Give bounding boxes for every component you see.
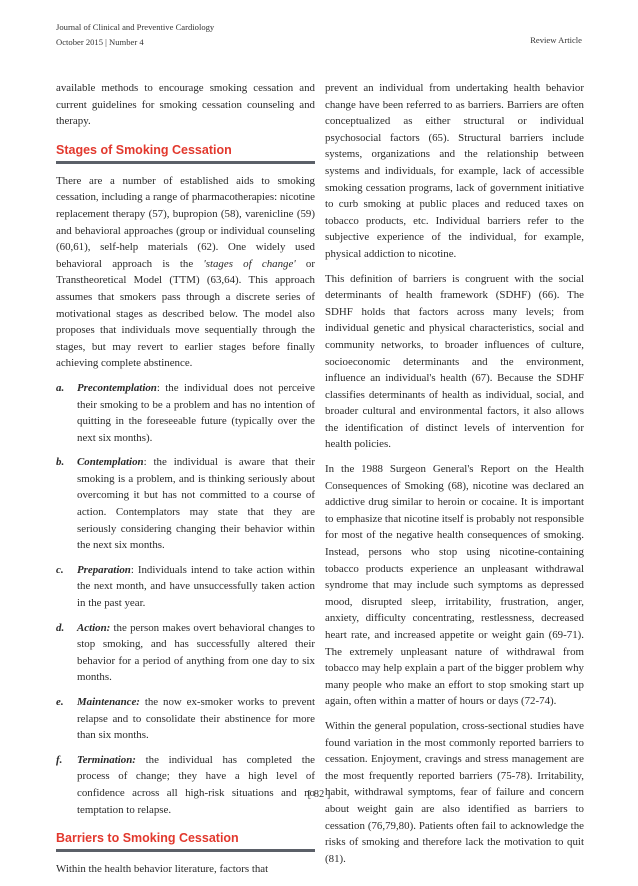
left-column	[56, 80, 315, 886]
article-type: Review Article	[530, 35, 582, 45]
list-item	[56, 752, 315, 818]
stage-description: the individual has completed the process of change; they have a high level of confidence across all high-risk situations and no temptation to relapse.	[77, 753, 315, 816]
text-run: In the 1988 Surgeon General's Report on the Health Consequences of Smoking (68), nicotine was declared an addictive drug similar to heroin or cocaine. It is important to emphasize that nicotine itself is probably not responsible for most of the negative health consequences of smoking. Instead, persons who stop using nicotine-containing tobacco products experience an unpleasant withdrawal syndrome that may include such symptoms as depressed mood, disrupted sleep, irritability, frustration, anger, anxiety, difficulty concentrating, restlessness, decreased heart rate, and increased appetite or weight gain (69-71). The extremely unpleasant nature of withdrawal from tobacco may help explain a part of the bigger problem why many people who make an effort to stop smoking start up again, often within a matter of hours or days (72-74).	[325, 463, 584, 708]
list-item	[56, 620, 315, 686]
list-label: e.	[56, 696, 64, 708]
paragraph	[325, 271, 584, 454]
list-text	[77, 380, 315, 446]
list-text	[77, 620, 315, 686]
journal-name: Journal of Clinical and Preventive Cardiology	[56, 22, 215, 32]
italic-text: 'stages of change'	[203, 257, 296, 270]
stage-term: Action:	[77, 621, 111, 634]
paragraph	[56, 861, 315, 878]
text-run: Within the health behavior literature, factors that	[56, 863, 269, 876]
stage-term: Precontemplation	[77, 381, 157, 394]
text-run: or Transtheoretical Model (TTM) (63,64). This approach assumes that smokers pass through a discrete series of motivational stages as described below. The model also proposes that individuals move sequentially through the stages, but may revert to earlier stages before finally achieving complete abstinence.	[56, 257, 315, 370]
list-item	[56, 380, 315, 446]
stage-term: Contemplation	[77, 456, 144, 469]
page-number: [ 82 ]	[307, 789, 331, 800]
text-run: prevent an individual from undertaking health behavior change have been referred to as barriers. Barriers are often conceptualized as either structural or individual psychosocial factors (65). Structural barriers include systems, organizations and the relationship between systems and individuals, for example, lack of accessible smoking cessation programs, lack of government initiative to curb smoking at public places and reduced taxes on tobacco products, etc. Individual barriers refer to the subjective experience of the individual, for example, physical addiction to nicotine.	[325, 82, 584, 260]
section-heading: Barriers to Smoking Cessation	[56, 830, 315, 852]
list-text	[77, 694, 315, 744]
section-heading: Stages of Smoking Cessation	[56, 142, 315, 164]
right-column	[325, 80, 584, 875]
stage-description: : the individual does not perceive their smoking to be a problem and has no intention of quitting in the foreseeable future (typically over the next six months).	[77, 381, 315, 444]
list-item	[56, 694, 315, 744]
paragraph	[325, 80, 584, 263]
stage-description: : the individual is aware that their smoking is a problem, and is thinking seriously about overcoming it but has not committed to a course of action. Contemplators may state that they are seriously considering changing their behavior within the next six months.	[77, 456, 315, 552]
paragraph	[325, 461, 584, 710]
list-label: a.	[56, 381, 65, 394]
text-run: There are a number of established aids to smoking cessation, including a range of pharmacotherapies: nicotine replacement therapy (57), bupropion (58), varenicline (59) and behavioral approaches (group or individual counseling (60,61), self-help materials (62). One widely used behavioral approach is the	[56, 174, 315, 270]
list-label: b.	[56, 456, 65, 469]
stage-term: Preparation	[77, 563, 131, 576]
list-text	[77, 454, 315, 554]
issue-info: October 2015 | Number 4	[56, 36, 144, 47]
list-text	[77, 562, 315, 612]
stage-term: Maintenance:	[77, 696, 140, 708]
list-item	[56, 454, 315, 554]
list-label: c.	[56, 563, 64, 576]
stage-term: Termination:	[77, 753, 136, 766]
paragraph	[56, 80, 315, 130]
paragraph	[56, 173, 315, 372]
running-header	[56, 20, 214, 49]
text-run: available methods to encourage smoking cessation and current guidelines for smoking cessation counseling and therapy.	[56, 82, 315, 128]
list-text	[77, 752, 315, 818]
text-run: Within the general population, cross-sectional studies have found variation in the most commonly reported barriers to cessation. Enjoyment, cravings and stress management are the most frequently reported barriers (75-78). Irritability, habit, withdrawal symptoms, fear of failure and concern about weight gain are also identified as barriers to cessation (76,79,80). Patients often fail to acknowledge the risks of smoking and therefore lack the motivation to quit (81).	[325, 719, 584, 865]
list-item	[56, 562, 315, 612]
stage-description: the now ex-smoker works to prevent relapse and to consolidate their abstinence for more than six months.	[77, 696, 315, 742]
list-label: f.	[56, 753, 63, 766]
stage-description: the person makes overt behavioral changes to stop smoking, and has successfully altered their behavior for a period of anything from one day to six months.	[77, 621, 315, 684]
stage-description: : Individuals intend to take action within the next month, and have unsuccessfully taken action in the past year.	[77, 563, 315, 610]
text-run: This definition of barriers is congruent with the social determinants of health framework (SDHF) (66). The SDHF holds that factors across many levels; from individual genetic and physical characteristics, social and community networks, to broader influences of culture, socioeconomic determinants and the environment, influence an individual's health (67). Because the SDHF classifies determinants of health as individual, social, and broader cultural and environmental factors, it also allows the identification of distinct levels of intervention for health policies.	[325, 272, 584, 451]
list-label: d.	[56, 621, 65, 634]
